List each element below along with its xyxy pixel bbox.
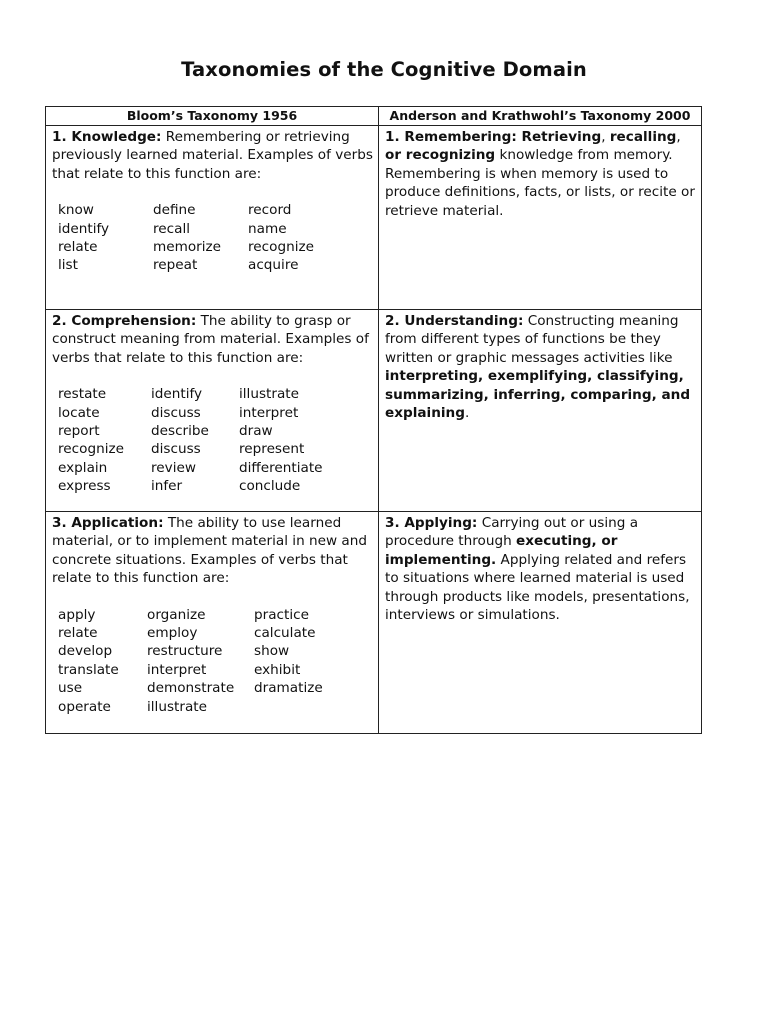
verb: use (58, 680, 83, 697)
verb: illustrate (147, 698, 207, 715)
table-header-row (46, 107, 702, 126)
level-term: Comprehension: (71, 313, 197, 329)
level-number: 3. (52, 515, 72, 531)
verb: apply (58, 606, 96, 623)
verb: identify (58, 220, 110, 237)
verb: differentiate (239, 459, 323, 476)
level-text: The ability to use learned material, or to implement material in new and concrete situations. Examples of verbs that relate to this function are: (52, 515, 367, 587)
body-text: . (464, 405, 470, 422)
verb: conclude (239, 478, 301, 495)
level-number: 2. (52, 313, 72, 329)
verb: interpret (147, 661, 207, 678)
anderson-cell-applying (379, 512, 702, 734)
anderson-description (379, 310, 701, 511)
verb: define (153, 202, 196, 219)
table-row (46, 512, 702, 734)
verb: show (254, 643, 290, 660)
bloom-cell-knowledge (46, 126, 379, 310)
verb-list (52, 385, 373, 495)
verb: recognize (58, 441, 124, 458)
verb: repeat (153, 257, 198, 274)
bloom-cell-comprehension (46, 310, 379, 512)
verb: locate (58, 404, 100, 421)
anderson-description (379, 126, 701, 309)
table-row (46, 310, 702, 512)
bloom-cell-application (46, 512, 379, 734)
body-text: , (601, 129, 610, 145)
header-anderson: Anderson and Krathwohl’s Taxonomy 2000 (379, 107, 702, 126)
verb: translate (58, 661, 119, 678)
verb: acquire (248, 257, 299, 274)
verb: demonstrate (147, 680, 235, 697)
verb: explain (58, 459, 108, 476)
verb: draw (239, 423, 273, 440)
bloom-description (52, 514, 373, 588)
verb: express (58, 478, 111, 495)
body-text: Carrying out or using a procedure through (385, 515, 639, 550)
body-text: knowledge from memory. Remembering is when memory is used to produce definitions, facts, or lists, or recite or retrieve material. (385, 147, 695, 219)
taxonomy-table (45, 106, 702, 734)
verb: record (248, 202, 292, 219)
bold-text: interpreting, exemplifying, classifying, summarizing, inferring, comparing, and explaining (385, 368, 691, 422)
level-number: 1. (52, 129, 72, 145)
verb-list (52, 201, 373, 275)
bold-text: recalling (609, 129, 677, 145)
table-row (46, 126, 702, 310)
verb: discuss (151, 441, 201, 458)
verb-list (52, 606, 373, 716)
verb: operate (58, 698, 111, 715)
level-term: Knowledge: (71, 129, 162, 145)
verb: recognize (248, 239, 314, 256)
verb: restate (58, 386, 107, 403)
verb: memorize (153, 239, 222, 256)
verb: know (58, 202, 94, 219)
verb: recall (153, 220, 191, 237)
bold-text: 1. Remembering: Retrieving (385, 129, 602, 145)
body-text: Constructing meaning from different types of functions be they written or graphic messages activities like (385, 313, 679, 366)
verb: develop (58, 643, 113, 660)
verb: exhibit (254, 661, 301, 678)
verb: infer (151, 478, 183, 495)
bloom-description (52, 128, 373, 183)
verb: identify (151, 386, 203, 403)
verb: dramatize (254, 680, 323, 697)
bold-text: or recognizing (385, 147, 496, 164)
verb: restructure (147, 643, 223, 660)
bold-text: executing, or implementing. (385, 533, 618, 568)
body-text: , (676, 129, 681, 145)
body-text: Applying related and refers to situations where learned material is used through products like models, presentations, interviews or simulations. (385, 551, 690, 624)
verb: calculate (254, 625, 316, 642)
verb: name (248, 220, 287, 237)
verb: organize (147, 606, 206, 623)
verb: report (58, 423, 100, 440)
verb: relate (58, 625, 98, 642)
level-text: Remembering or retrieving previously learned material. Examples of verbs that relate to this function are: (52, 129, 373, 182)
verb: interpret (239, 404, 299, 421)
verb: illustrate (239, 386, 299, 403)
level-term: Application: (71, 515, 164, 531)
verb: relate (58, 239, 98, 256)
bloom-description (52, 312, 373, 367)
verb: list (58, 257, 78, 274)
anderson-cell-understanding (379, 310, 702, 512)
page-title: Taxonomies of the Cognitive Domain (181, 58, 587, 81)
verb: discuss (151, 404, 201, 421)
verb: practice (254, 606, 309, 623)
verb: employ (147, 625, 198, 642)
verb (254, 698, 354, 716)
header-bloom: Bloom’s Taxonomy 1956 (46, 107, 379, 126)
anderson-description (379, 512, 701, 733)
verb: represent (239, 441, 305, 458)
bold-text: 3. Applying: (385, 515, 478, 531)
anderson-cell-remembering (379, 126, 702, 310)
level-text: The ability to grasp or construct meaning from material. Examples of verbs that relate to this function are: (52, 313, 369, 366)
bold-text: 2. Understanding: (385, 313, 524, 329)
verb: review (151, 459, 196, 476)
verb: describe (151, 423, 209, 440)
